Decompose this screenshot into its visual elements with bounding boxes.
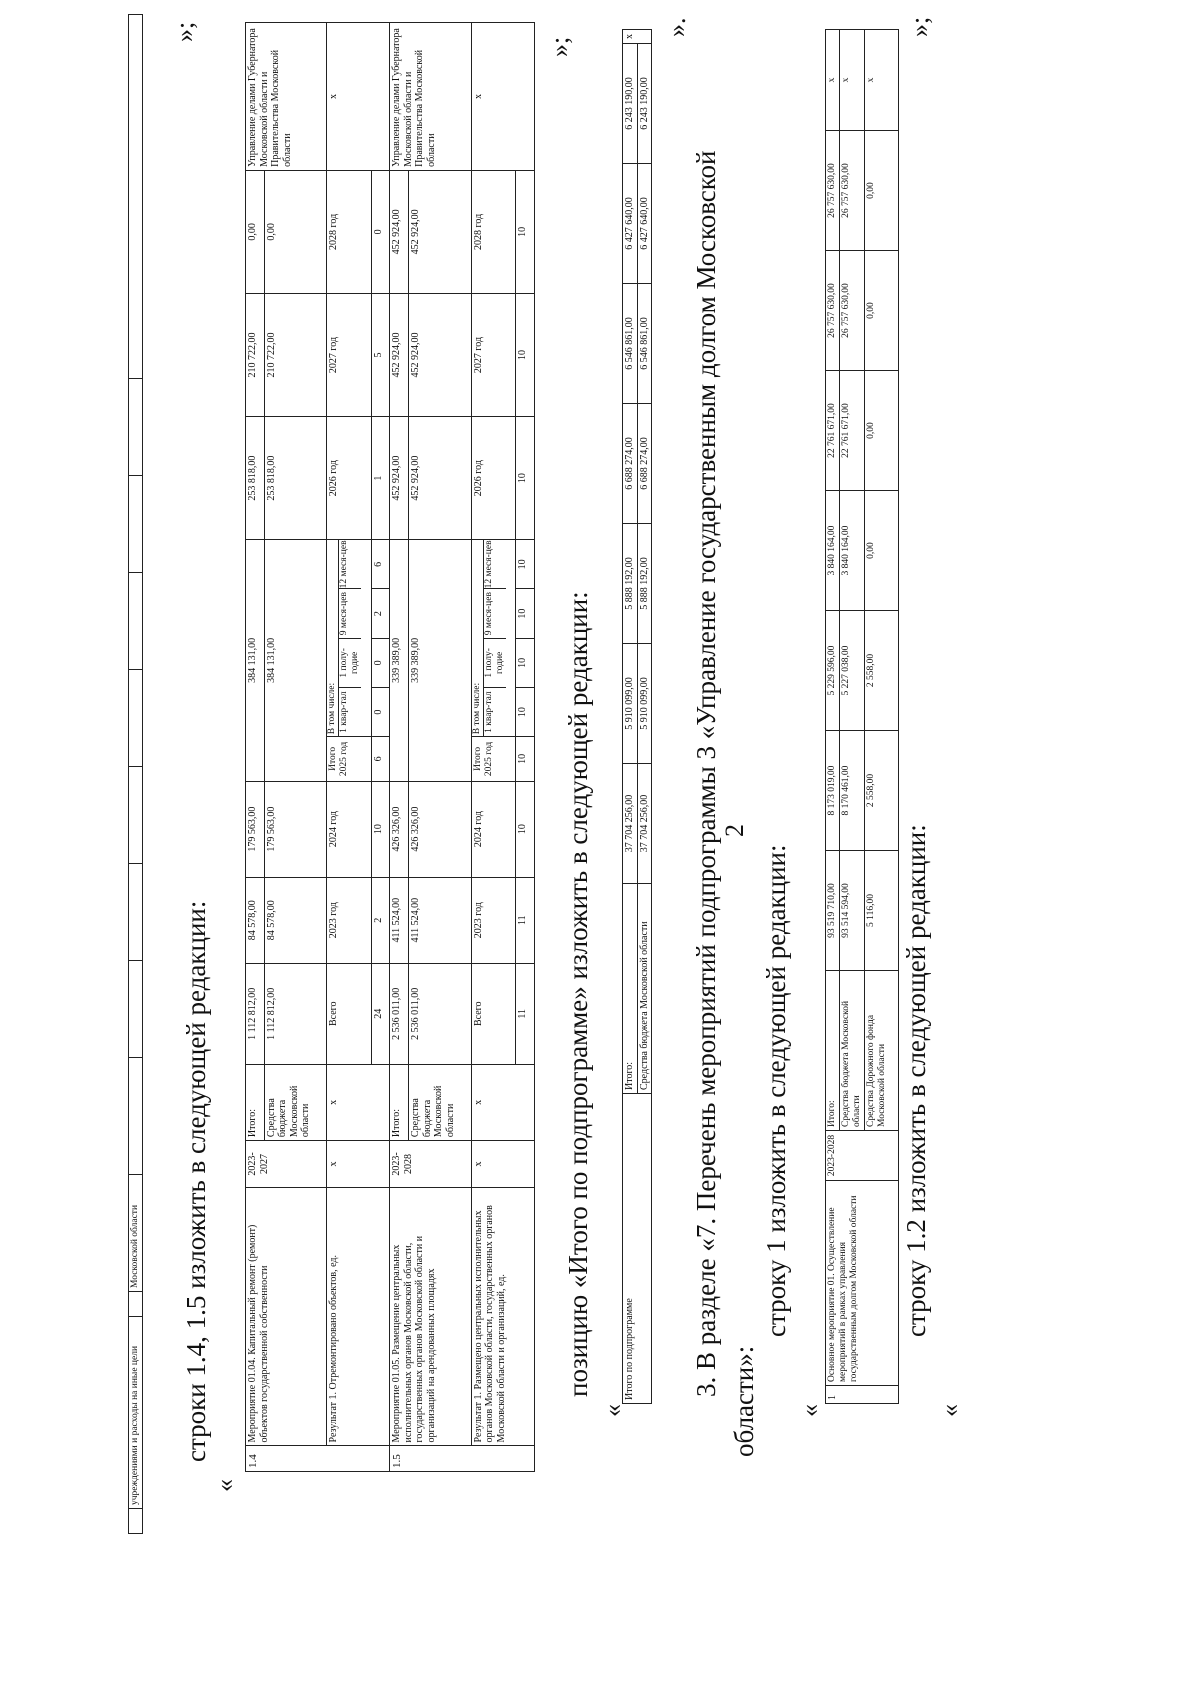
x-mark: х — [864, 30, 898, 131]
result-name: Результат 1. Отремонтировано объектов, ед. — [327, 1187, 390, 1446]
result-value: 10 — [516, 540, 535, 589]
value-cell: 93 519 710,00 — [826, 851, 840, 971]
value-cell: 84 578,00 — [264, 877, 327, 963]
result-value: 10 — [516, 589, 535, 638]
open-quote: « — [210, 1479, 239, 1492]
close-quote: »; — [170, 21, 199, 42]
value-cell: 0,00 — [864, 371, 898, 491]
value-cell: 8 170 461,00 — [839, 731, 864, 851]
value-cell: 26 757 630,00 — [826, 251, 840, 371]
source-budget-label: Средства бюджета Московской области — [839, 971, 864, 1131]
header-year: 2028 год — [471, 170, 516, 293]
value-cell: 253 818,00 — [264, 417, 327, 540]
table-row — [623, 30, 638, 1404]
x-mark: x — [327, 1141, 390, 1188]
top-strip-cell — [129, 864, 143, 961]
x-mark: х — [327, 23, 390, 171]
header-year: 2027 год — [327, 293, 372, 416]
value-cell: 6 243 190,00 — [637, 44, 652, 164]
activity-name: Основное мероприятие 01. Осуществление мероприятий в рамках управления государственным долгом Московской области — [826, 1181, 899, 1386]
value-cell: 426 326,00 — [409, 781, 472, 877]
x-mark: х — [623, 30, 652, 44]
value-cell: 2 536 011,00 — [390, 963, 409, 1064]
header-h1: 1 полу-годие — [484, 638, 506, 687]
result-value: 10 — [516, 417, 535, 540]
value-cell: 2 536 011,00 — [409, 963, 472, 1064]
result-value: 5 — [371, 293, 390, 416]
value-cell: 426 326,00 — [390, 781, 409, 877]
value-cell: 6 546 861,00 — [637, 284, 652, 404]
value-cell: 6 688 274,00 — [637, 404, 652, 524]
value-cell: 93 514 594,00 — [839, 851, 864, 971]
value-cell: 179 563,00 — [264, 781, 327, 877]
result-value: 10 — [516, 293, 535, 416]
value-cell: 22 761 671,00 — [839, 371, 864, 491]
result-value: 0 — [371, 638, 390, 687]
x-mark: x — [471, 1141, 534, 1188]
result-value: 6 — [371, 737, 390, 781]
instruction-position-total: позицию «Итого по подпрограмме» изложить в следующей редакции: — [563, 591, 593, 1397]
header-itogo-2025: Итого 2025 год — [327, 737, 372, 781]
header-12m: 12 меся-цев — [339, 540, 350, 589]
x-mark: х — [471, 23, 534, 171]
row-number: 1 — [826, 1386, 899, 1404]
table-row — [327, 23, 372, 1472]
value-cell: 2 558,00 — [864, 611, 898, 731]
value-cell: 26 757 630,00 — [839, 131, 864, 251]
table-rows-1-4-1-5 — [245, 22, 535, 1472]
value-cell: 384 131,00 — [246, 540, 265, 781]
table-row-1 — [825, 29, 899, 1404]
table-row — [471, 23, 516, 1472]
header-12m: 12 меся-цев — [483, 540, 494, 589]
value-cell: 5 227 038,00 — [839, 611, 864, 731]
instruction-section-3-line-1: 3. В разделе «7. Перечень мероприятий подпрограммы 3 «Управление государственным долгом Московской — [691, 150, 721, 1397]
result-value: 6 — [371, 540, 390, 589]
header-including-label: В том числе: — [472, 540, 484, 736]
value-cell: 26 757 630,00 — [826, 131, 840, 251]
value-cell: 0,00 — [864, 491, 898, 611]
value-cell: 1 112 812,00 — [264, 963, 327, 1064]
header-including — [327, 540, 372, 737]
value-cell: 210 722,00 — [264, 293, 327, 416]
open-quote: « — [935, 1404, 964, 1417]
result-value: 11 — [516, 877, 535, 963]
value-cell: 84 578,00 — [246, 877, 265, 963]
source-budget-label: Средства бюджета Московской области — [264, 1064, 327, 1140]
result-value: 0 — [371, 170, 390, 293]
header-year: 2024 год — [471, 781, 516, 877]
value-cell: 411 524,00 — [390, 877, 409, 963]
value-cell: 5 910 099,00 — [637, 644, 652, 764]
quarter-headers — [339, 540, 361, 736]
value-cell: 5 910 099,00 — [623, 644, 638, 764]
x-mark: x — [327, 1064, 390, 1140]
header-h1: 1 полу-годие — [339, 638, 361, 687]
header-9m: 9 меся-цев — [339, 588, 361, 637]
value-cell: 37 704 256,00 — [623, 764, 638, 884]
top-strip-table — [128, 14, 143, 1534]
value-cell: 339 389,00 — [390, 540, 409, 781]
top-strip-left-text: учреждениями и расходы на иные цели — [129, 1317, 143, 1509]
row-number: 1.5 — [390, 1446, 535, 1472]
x-mark: х — [826, 30, 840, 131]
table-row — [246, 23, 265, 1472]
top-strip-blank — [129, 1509, 143, 1534]
top-strip-cell — [129, 1292, 143, 1317]
header-year: 2027 год — [471, 293, 516, 416]
header-q1: 1 квар-тал — [484, 687, 506, 736]
instruction-section-3-line-2: области»: — [729, 1345, 759, 1457]
value-cell: 3 840 164,00 — [839, 491, 864, 611]
value-cell: 6 427 640,00 — [623, 164, 638, 284]
row-number: 1.4 — [246, 1446, 390, 1472]
value-cell: 5 888 192,00 — [637, 524, 652, 644]
value-cell: 3 840 164,00 — [826, 491, 840, 611]
close-quote-dot: ». — [662, 17, 691, 37]
value-cell: 411 524,00 — [409, 877, 472, 963]
source-total-label: Итого: — [623, 884, 638, 1094]
quarter-headers — [484, 540, 506, 736]
open-quote: « — [598, 1404, 627, 1417]
value-cell: 22 761 671,00 — [826, 371, 840, 491]
value-cell: 8 173 019,00 — [826, 731, 840, 851]
activity-name: Мероприятие 01.05. Размещение центральных исполнительных органов Московской области, государственных органов Московской области и организаций на арендованных площадях — [390, 1187, 471, 1446]
value-cell: 452 924,00 — [409, 293, 472, 416]
header-q1: 1 квар-тал — [339, 687, 361, 736]
value-cell: 5 888 192,00 — [623, 524, 638, 644]
value-cell: 452 924,00 — [409, 170, 472, 293]
x-mark: х — [839, 30, 864, 131]
value-cell: 6 243 190,00 — [623, 44, 638, 164]
result-value: 2 — [371, 877, 390, 963]
header-year: 2024 год — [327, 781, 372, 877]
header-year: 2028 год — [327, 170, 372, 293]
source-budget-label: Средства бюджета Московской области — [637, 884, 652, 1094]
value-cell: 26 757 630,00 — [839, 251, 864, 371]
header-9m: 9 меся-цев — [484, 588, 506, 637]
result-value: 10 — [516, 170, 535, 293]
value-cell: 37 704 256,00 — [637, 764, 652, 884]
value-cell: 5 116,00 — [864, 851, 898, 971]
result-value: 1 — [371, 417, 390, 540]
instruction-row-1-2: строку 1.2 изложить в следующей редакции: — [901, 824, 931, 1337]
header-year: 2026 год — [471, 417, 516, 540]
result-value: 10 — [516, 781, 535, 877]
value-cell: 0,00 — [864, 251, 898, 371]
executor: Управление делами Губернатора Московской области и Правительства Московской области — [246, 23, 327, 171]
value-cell: 6 427 640,00 — [637, 164, 652, 284]
executor: Управление делами Губернатора Московской области и Правительства Московской области — [390, 23, 471, 171]
period: 2023-2028 — [826, 1131, 899, 1181]
header-including-label: В том числе: — [327, 540, 339, 736]
result-value: 0 — [371, 687, 390, 736]
value-cell: 452 924,00 — [390, 293, 409, 416]
result-value: 2 — [371, 589, 390, 638]
value-cell: 6 546 861,00 — [623, 284, 638, 404]
result-value: 11 — [516, 963, 535, 1064]
header-total: Всего — [327, 963, 372, 1064]
result-value: 24 — [371, 963, 390, 1064]
table-total-by-subprogram — [622, 29, 652, 1404]
source-total-label: Итого: — [826, 971, 840, 1131]
top-strip-cell — [129, 15, 143, 379]
value-cell: 452 924,00 — [390, 170, 409, 293]
value-cell: 452 924,00 — [409, 417, 472, 540]
instruction-rows-1-4-1-5: строки 1.4, 1.5 изложить в следующей редакции: — [181, 900, 211, 1462]
value-cell: 0,00 — [864, 131, 898, 251]
source-total-label: Итого: — [246, 1064, 265, 1140]
value-cell: 1 112 812,00 — [246, 963, 265, 1064]
table-row — [390, 23, 409, 1472]
activity-name: Мероприятие 01.04. Капитальный ремонт (ремонт) объектов государственной собственности — [246, 1187, 327, 1446]
value-cell: 0,00 — [246, 170, 265, 293]
header-year: 2023 год — [471, 877, 516, 963]
top-strip-cell — [129, 670, 143, 767]
source-road-fund-label: Средства Дорожного фонда Московской области — [864, 971, 898, 1131]
top-strip-region: Московской области — [129, 1175, 143, 1292]
result-value: 10 — [516, 737, 535, 781]
source-total-label: Итого: — [390, 1064, 409, 1140]
top-strip-cell — [129, 476, 143, 573]
result-value: 10 — [516, 687, 535, 736]
page-number: 2 — [720, 824, 749, 837]
header-year: 2023 год — [327, 877, 372, 963]
value-cell: 339 389,00 — [409, 540, 472, 781]
source-budget-label: Средства бюджета Московской области — [409, 1064, 472, 1140]
top-strip-cell — [129, 379, 143, 476]
value-cell: 210 722,00 — [246, 293, 265, 416]
result-name: Результат 1. Размещено центральных исполнительных органов Московской области, государственных органов Московской области и организаций, ед. — [471, 1187, 534, 1446]
value-cell: 0,00 — [264, 170, 327, 293]
value-cell: 179 563,00 — [246, 781, 265, 877]
top-strip-cell — [129, 961, 143, 1058]
header-total: Всего — [471, 963, 516, 1064]
header-itogo-2025: Итого 2025 год — [471, 737, 516, 781]
value-cell: 2 558,00 — [864, 731, 898, 851]
close-quote: »; — [545, 36, 574, 57]
header-year: 2026 год — [327, 417, 372, 540]
value-cell: 452 924,00 — [390, 417, 409, 540]
value-cell: 384 131,00 — [264, 540, 327, 781]
value-cell: 6 688 274,00 — [623, 404, 638, 524]
result-value: 10 — [371, 781, 390, 877]
value-cell: 253 818,00 — [246, 417, 265, 540]
header-including — [471, 540, 516, 737]
result-value: 10 — [516, 638, 535, 687]
top-strip-cell — [129, 767, 143, 864]
value-cell: 5 229 596,00 — [826, 611, 840, 731]
period: 2023-2027 — [246, 1141, 327, 1188]
close-quote: »; — [905, 16, 934, 37]
top-strip-cell — [129, 1058, 143, 1175]
table-row — [826, 30, 840, 1404]
open-quote: « — [795, 1404, 824, 1417]
instruction-row-1: строку 1 изложить в следующей редакции: — [761, 844, 791, 1337]
top-strip-cell — [129, 573, 143, 670]
period: 2023-2028 — [390, 1141, 471, 1188]
subprogram-label: Итого по подпрограмме — [623, 1094, 652, 1404]
x-mark: x — [471, 1064, 534, 1140]
